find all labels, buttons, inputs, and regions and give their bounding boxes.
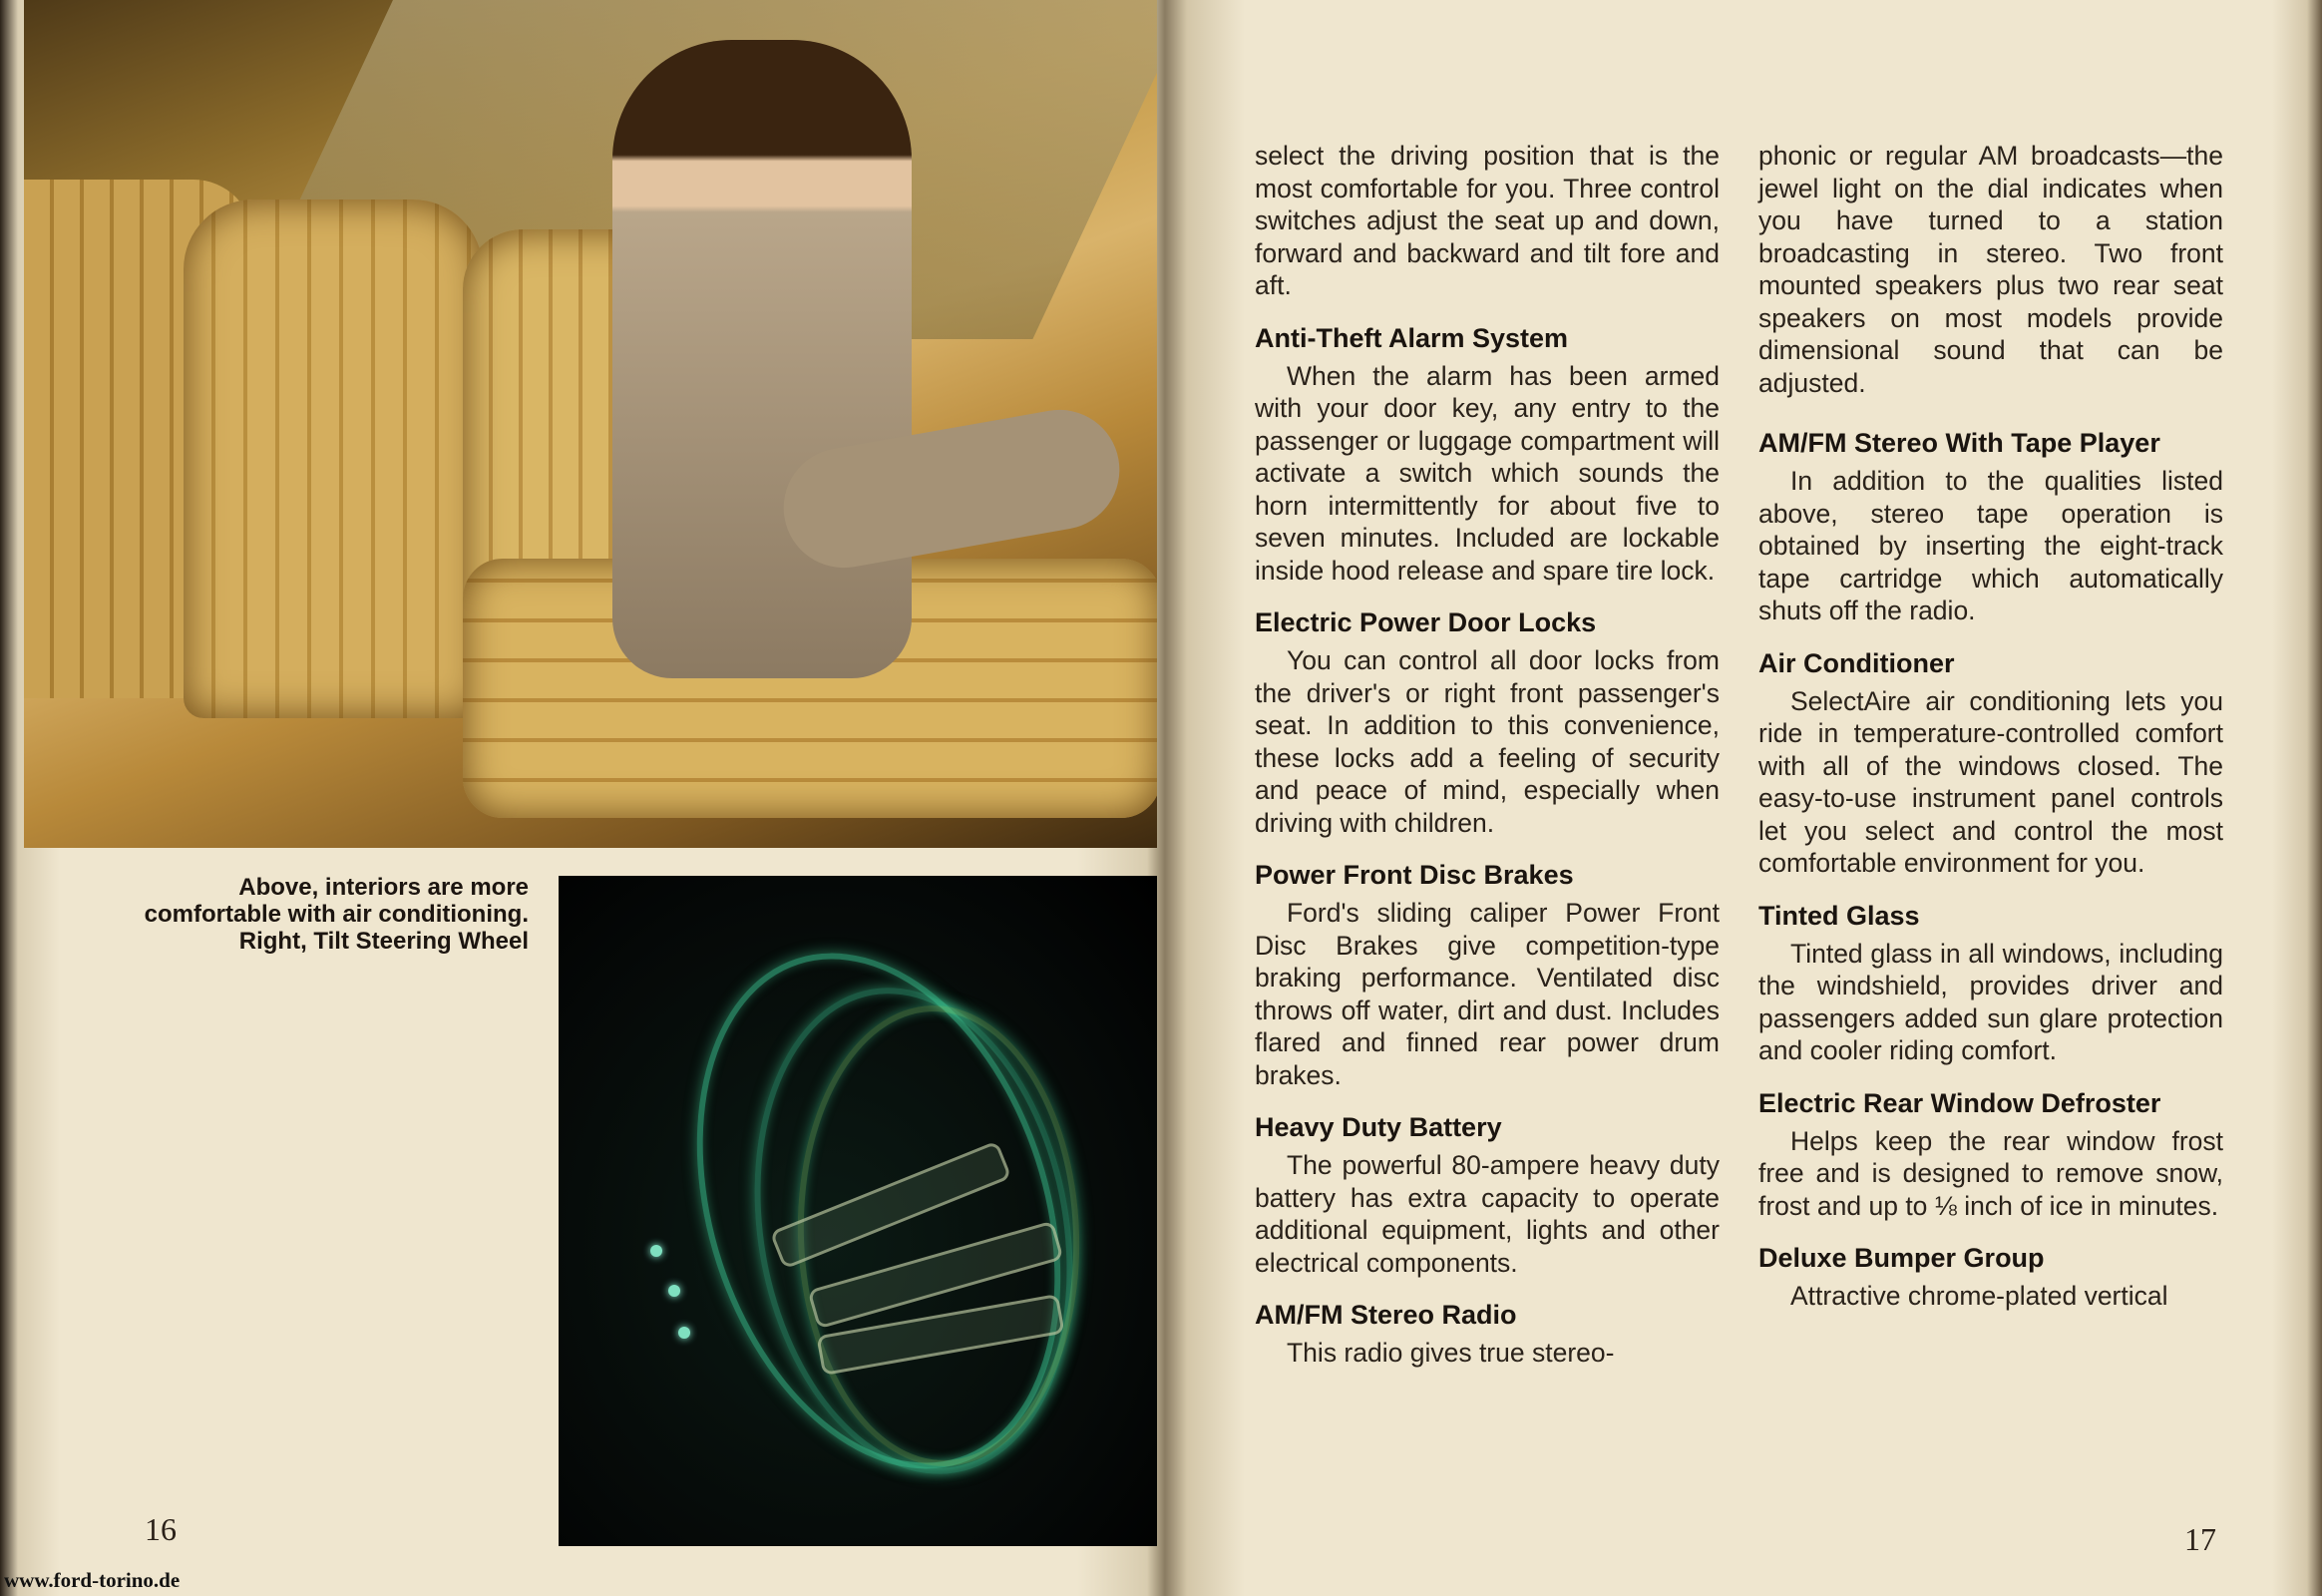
text-column-left [1255,140,1720,1370]
section-body: This radio gives true stereo- [1287,1338,1615,1368]
section-heading: Heavy Duty Battery [1255,1112,1502,1142]
front-seat-back [184,200,483,718]
section-heading: Electric Rear Window Defroster [1758,1087,2161,1118]
section-body: You can control all door locks from the driver's or right front passenger's seat. In addition to this convenience, these locks add a feeling of security and peace of mind, especially when driving with children. [1255,645,1720,838]
page-number: 16 [145,1511,177,1547]
section-body: In addition to the qualities listed above, stereo tape operation is obtained by inserting the eight-track tape cartridge which automatically shuts off the radio. [1758,466,2223,625]
section-heading: Tinted Glass [1758,900,1920,931]
tilt-steering-wheel-photo [559,876,1157,1546]
section-heading: Air Conditioner [1758,647,1955,678]
section-heading: Power Front Disc Brakes [1255,860,1574,890]
section-body: Helps keep the rear window frost free and is designed to remove snow, frost and up to ⅛ inch of ice in minutes. [1758,1125,2223,1221]
section-body: SelectAire air conditioning lets you ride in temperature-controlled comfort with all of the windows closed. The easy-to-use instrument panel controls let you select and control the most comfortable environment for you. [1758,685,2223,878]
section-body: The powerful 80-ampere heavy duty battery has extra capacity to operate additional equipment, lights and other electrical components. [1255,1150,1720,1278]
section-body: Ford's sliding caliper Power Front Disc Brakes give competition-type braking performance. Ventilated disc throws off water, dirt and dust. Includes flared and finned rear power drum brakes. [1255,898,1720,1090]
steering-column-light [678,1327,690,1339]
photo-caption: Above, interiors are more comfortable with air conditioning. Right, Tilt Steering Wheel [144,874,529,955]
section-heading: Anti-Theft Alarm System [1255,322,1569,353]
section-heading: AM/FM Stereo Radio [1255,1300,1517,1330]
page-number: 17 [2184,1521,2216,1557]
interior-seat-photo [24,0,1157,848]
section-body: Tinted glass in all windows, including the windshield, provides driver and passengers added sun glare protection and cooler riding comfort. [1758,938,2223,1065]
column-intro: select the driving position that is the most comfortable for you. Three control switches adjust the seat up and down, forward and backward and tilt fore and aft. [1255,141,1720,300]
steering-column-light [650,1245,662,1257]
section-heading: AM/FM Stereo With Tape Player [1758,428,2160,458]
section-heading: Electric Power Door Locks [1255,607,1597,637]
website-watermark: www.ford-torino.de [4,1568,181,1592]
steering-column-light [668,1285,680,1297]
seated-woman [612,40,912,678]
section-body: When the alarm has been armed with your door key, any entry to the passenger or luggage compartment will activate a switch which sounds the horn intermittently for about five to seven minutes. Included are lockable inside hood release and spare tire lock. [1255,360,1720,586]
section-heading: Deluxe Bumper Group [1758,1243,2045,1273]
section-body: Attractive chrome-plated vertical [1790,1281,2168,1311]
column-intro: phonic or regular AM broadcasts—the jewel light on the dial indicates when you have turned to a station broadcasting in stereo. Two front mounted speakers plus two rear seat speakers on most models provide dimensional sound that can be adjusted. [1758,141,2223,398]
text-column-right [1758,140,2223,1313]
